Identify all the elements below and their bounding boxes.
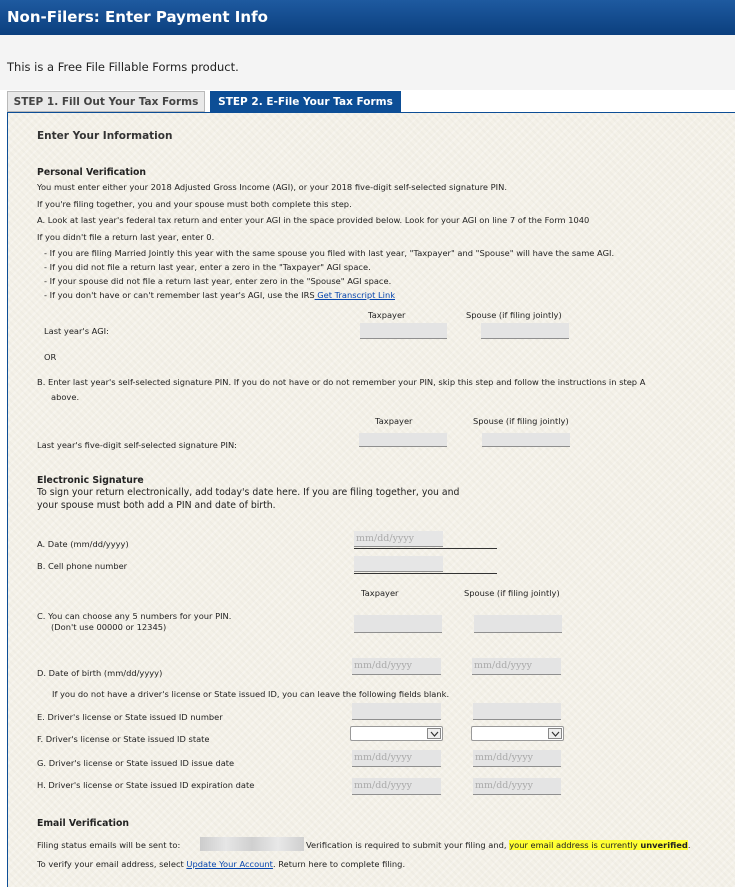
prior-pin-label: Last year's five-digit self-selected signature PIN:: [37, 440, 237, 450]
phone-label: B. Cell phone number: [37, 561, 128, 571]
license-number-taxpayer-input[interactable]: [352, 703, 441, 720]
license-expiration-label: H. Driver's license or State issued ID expiration date: [37, 780, 255, 790]
bullet-3: - If your spouse did not file a return last year, enter zero in the "Spouse" AGI space.: [44, 276, 392, 286]
prior-pin-taxpayer-input[interactable]: [359, 433, 447, 447]
personal-line3: If you didn't file a return last year, enter 0.: [37, 232, 215, 242]
esig-line2: your spouse must both add a PIN and date of birth.: [37, 500, 276, 511]
personal-lineA: A. Look at last year's federal tax return and enter your AGI in the space provided below. Look for your AGI on line 7 of the Form 1040: [37, 215, 590, 225]
license-number-label: E. Driver's license or State issued ID number: [37, 712, 223, 722]
license-issue-label: G. Driver's license or State issued ID issue date: [37, 758, 235, 768]
unverified-highlight: your email address is currently unverified: [509, 840, 688, 850]
personal-line2: If you're filing together, you and your spouse must both complete this step.: [37, 199, 352, 209]
pin-col-spouse: Spouse (if filing jointly): [473, 416, 569, 426]
prior-pin-spouse-input[interactable]: [482, 433, 570, 447]
id-note: If you do not have a driver's license or State issued ID, you can leave the following fields blank.: [52, 689, 450, 699]
agi-spouse-input[interactable]: [481, 323, 569, 339]
email-line1-pre: Filing status emails will be sent to:: [37, 840, 181, 850]
pin-taxpayer-input[interactable]: [354, 615, 442, 633]
agi-taxpayer-input[interactable]: [360, 323, 447, 339]
license-number-spouse-input[interactable]: [473, 703, 561, 720]
email-heading: Email Verification: [37, 818, 129, 829]
phone-input[interactable]: [354, 556, 443, 572]
page-header: [0, 0, 735, 35]
esig-heading: Electronic Signature: [37, 475, 144, 486]
license-expiration-spouse-input[interactable]: mm/dd/yyyy: [473, 778, 561, 795]
pin-label: C. You can choose any 5 numbers for your PIN.: [37, 611, 232, 621]
or-label: OR: [44, 352, 57, 362]
date-input[interactable]: mm/dd/yyyy: [354, 531, 443, 547]
get-transcript-link[interactable]: Get Transcript Link: [314, 290, 396, 300]
tab-step2[interactable]: STEP 2. E-File Your Tax Forms: [210, 91, 401, 112]
agi-label: Last year's AGI:: [44, 326, 109, 336]
redacted-email: [200, 837, 304, 851]
dob-spouse-input[interactable]: mm/dd/yyyy: [472, 658, 561, 675]
agi-col-spouse: Spouse (if filing jointly): [466, 310, 562, 320]
tab-step1[interactable]: STEP 1. Fill Out Your Tax Forms: [7, 91, 205, 112]
chevron-down-icon: [427, 728, 441, 739]
personal-line1: You must enter either your 2018 Adjusted Gross Income (AGI), or your 2018 five-digit self-selected signature PIN.: [37, 182, 507, 192]
pin-label-note: (Don't use 00000 or 12345): [51, 622, 167, 632]
phone-underline: [354, 573, 497, 574]
license-state-taxpayer-select[interactable]: [350, 726, 443, 741]
personal-lineB1: B. Enter last year's self-selected signature PIN. If you do not have or do not remember your PIN, skip this step and follow the instructions in step A: [37, 377, 646, 387]
agi-col-taxpayer: Taxpayer: [368, 310, 406, 320]
update-account-link[interactable]: Update Your Account: [186, 859, 273, 869]
dob-taxpayer-input[interactable]: mm/dd/yyyy: [352, 658, 441, 675]
esig-line1: To sign your return electronically, add today's date here. If you are filing together, you and: [37, 487, 460, 498]
date-label: A. Date (mm/dd/yyyy): [37, 539, 129, 549]
sig-col-taxpayer: Taxpayer: [361, 588, 399, 598]
bullet-2: - If you did not file a return last year, enter a zero in the "Taxpayer" AGI space.: [44, 262, 371, 272]
product-banner: [0, 35, 735, 90]
email-line1-post: Verification is required to submit your filing and, your email address is currently unverified.: [306, 840, 691, 850]
chevron-down-icon: [548, 728, 562, 739]
section-title: Enter Your Information: [37, 130, 173, 142]
license-expiration-taxpayer-input[interactable]: mm/dd/yyyy: [352, 778, 441, 795]
date-underline: [354, 548, 497, 549]
bullet-1: - If you are filing Married Jointly this year with the same spouse you filed with last year, "Taxpayer" and "Spouse" will have the same AGI.: [44, 248, 615, 258]
dob-label: D. Date of birth (mm/dd/yyyy): [37, 668, 163, 678]
banner-text: This is a Free File Fillable Forms product.: [7, 60, 239, 74]
pin-col-taxpayer: Taxpayer: [375, 416, 413, 426]
license-issue-taxpayer-input[interactable]: mm/dd/yyyy: [352, 750, 441, 767]
bullet-4: - If you don't have or can't remember last year's AGI, use the IRS Get Transcript Link: [44, 290, 396, 300]
license-state-spouse-select[interactable]: [471, 726, 564, 741]
page-title: Non-Filers: Enter Payment Info: [7, 8, 268, 26]
license-issue-spouse-input[interactable]: mm/dd/yyyy: [473, 750, 561, 767]
sig-col-spouse: Spouse (if filing jointly): [464, 588, 560, 598]
personal-heading: Personal Verification: [37, 167, 147, 178]
license-state-label: F. Driver's license or State issued ID state: [37, 734, 210, 744]
pin-spouse-input[interactable]: [474, 615, 562, 633]
personal-lineB2: above.: [51, 392, 80, 402]
email-line2: To verify your email address, select Update Your Account. Return here to complete filing.: [37, 859, 406, 869]
